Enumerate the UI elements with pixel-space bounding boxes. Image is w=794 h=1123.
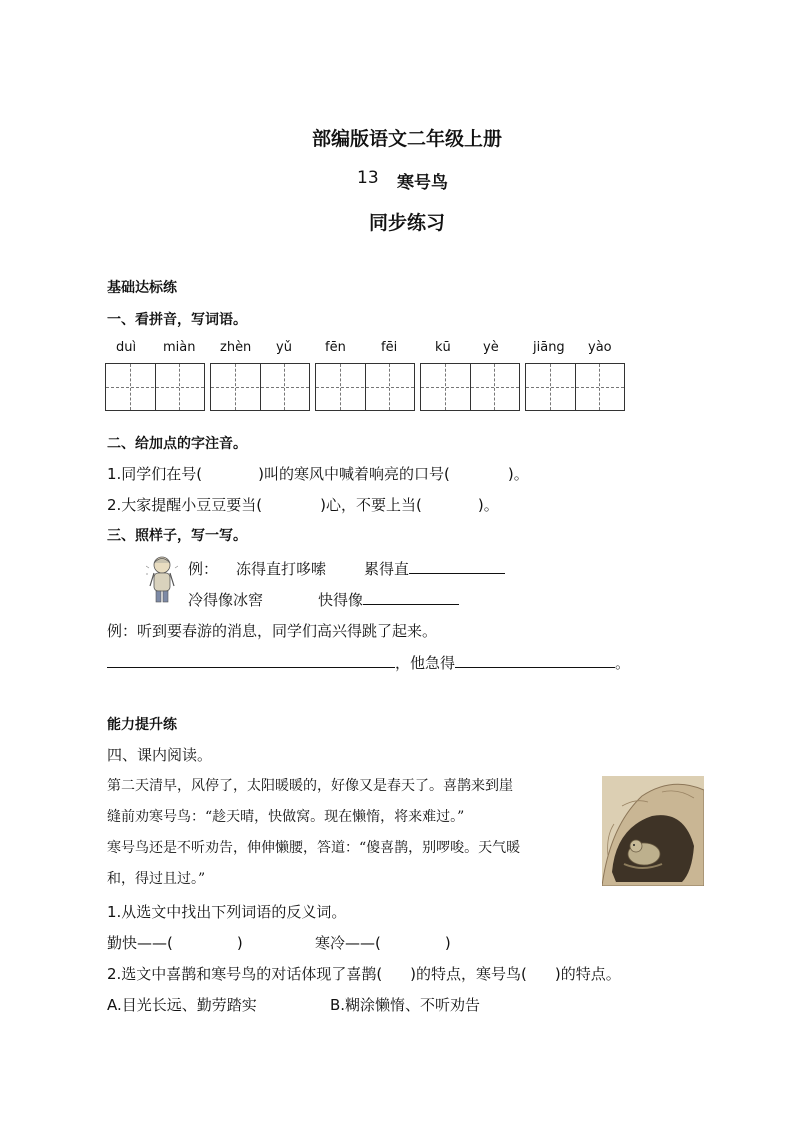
- q3-sentence-example: 例：听到要春游的消息，同学们高兴得跳了起来。: [107, 622, 438, 640]
- lesson-number: 13: [357, 168, 379, 188]
- q3-example-word: 冻得直打哆嗦: [236, 560, 327, 578]
- q2-title: 二、给加点的字注音。: [107, 436, 247, 452]
- worksheet-subtitle: 同步练习: [369, 212, 446, 234]
- q2-line2-part-b: )心，不要上当(: [320, 496, 422, 514]
- writing-grid[interactable]: [315, 363, 415, 411]
- basic-section-heading: 基础达标练: [107, 280, 177, 296]
- advanced-section-heading: 能力提升练: [107, 717, 177, 733]
- passage-line: 第二天清早，风停了，太阳暖暖的，好像又是春天了。喜鹊来到崖: [107, 778, 513, 794]
- q3-prompt-2: [318, 589, 459, 610]
- pinyin-label: duì: [116, 340, 137, 355]
- passage-line: 缝前劝寒号鸟：“趁天晴，快做窝。现在懒惰，将来难过。”: [107, 809, 465, 825]
- q2-line2-part-a: 2.大家提醒小豆豆要当(: [107, 496, 263, 514]
- antonym-close: ): [236, 934, 243, 952]
- pinyin-label: kū: [435, 340, 451, 355]
- antonym-close: ): [444, 934, 451, 952]
- q3-example-2: 冷得像冰窖: [188, 591, 264, 609]
- q1-title: 一、看拼音，写词语。: [107, 312, 247, 328]
- shivering-child-illustration: [146, 556, 178, 606]
- answer-line[interactable]: [455, 653, 615, 668]
- pinyin-label: zhèn: [220, 340, 252, 355]
- writing-grid[interactable]: [525, 363, 625, 411]
- q2-line1-part-c: )。: [507, 465, 529, 483]
- passage-line: 寒号鸟还是不听劝告，伸伸懒腰，答道：“傻喜鹊，别啰唆。天气暖: [107, 840, 521, 856]
- q2-line1-part-a: 1.同学们在号(: [107, 465, 203, 483]
- option-b[interactable]: B.糊涂懒惰、不听劝告: [330, 996, 481, 1014]
- answer-line[interactable]: [409, 559, 505, 574]
- q3-example-label: 例：: [188, 560, 219, 578]
- pinyin-label: fēn: [325, 340, 346, 355]
- worksheet-title: 部编版语文二年级上册: [312, 128, 503, 150]
- sub2-part-c: )的特点。: [554, 965, 621, 983]
- q2-line-1: [107, 463, 529, 484]
- option-a[interactable]: A.目光长远、勤劳踏实: [107, 996, 257, 1014]
- sub2-part-a: 2.选文中喜鹊和寒号鸟的对话体现了喜鹊(: [107, 965, 383, 983]
- q4-title: 四、课内阅读。: [107, 746, 213, 764]
- pinyin-label: miàn: [163, 340, 196, 355]
- q3-title: 三、照样子，写一写。: [107, 528, 247, 544]
- q2-line2-part-c: )。: [477, 496, 499, 514]
- antonym-item-1: [107, 932, 243, 953]
- writing-grid[interactable]: [105, 363, 205, 411]
- q3-sentence-fill: [107, 652, 630, 673]
- q2-line-2: [107, 494, 499, 515]
- sentence-end-text: 。: [615, 654, 631, 672]
- writing-grid[interactable]: [210, 363, 310, 411]
- antonym-word: 勤快——(: [107, 934, 173, 952]
- answer-line[interactable]: [107, 653, 395, 668]
- writing-grid[interactable]: [420, 363, 520, 411]
- antonym-item-2: [315, 932, 451, 953]
- answer-line[interactable]: [363, 590, 459, 605]
- pinyin-label: fēi: [381, 340, 398, 355]
- pinyin-label: yǔ: [276, 340, 292, 355]
- pinyin-label: jiāng: [533, 340, 565, 355]
- q4-sub1: 1.从选文中找出下列词语的反义词。: [107, 903, 347, 921]
- passage-line: 和，得过且过。”: [107, 871, 206, 887]
- prompt-text: 累得直: [364, 560, 410, 578]
- q4-sub2: [107, 963, 621, 984]
- antonym-word: 寒冷——(: [315, 934, 381, 952]
- q2-line1-part-b: )叫的寒风中喊着响亮的口号(: [258, 465, 450, 483]
- lesson-title: 寒号鸟: [397, 173, 448, 193]
- q3-prompt-1: [364, 558, 505, 579]
- cave-bird-illustration: [602, 776, 704, 886]
- pinyin-label: yè: [483, 340, 499, 355]
- prompt-text: 快得像: [318, 591, 364, 609]
- sentence-mid-text: ，他急得: [395, 654, 456, 672]
- sub2-part-b: )的特点，寒号鸟(: [410, 965, 527, 983]
- pinyin-label: yào: [588, 340, 612, 355]
